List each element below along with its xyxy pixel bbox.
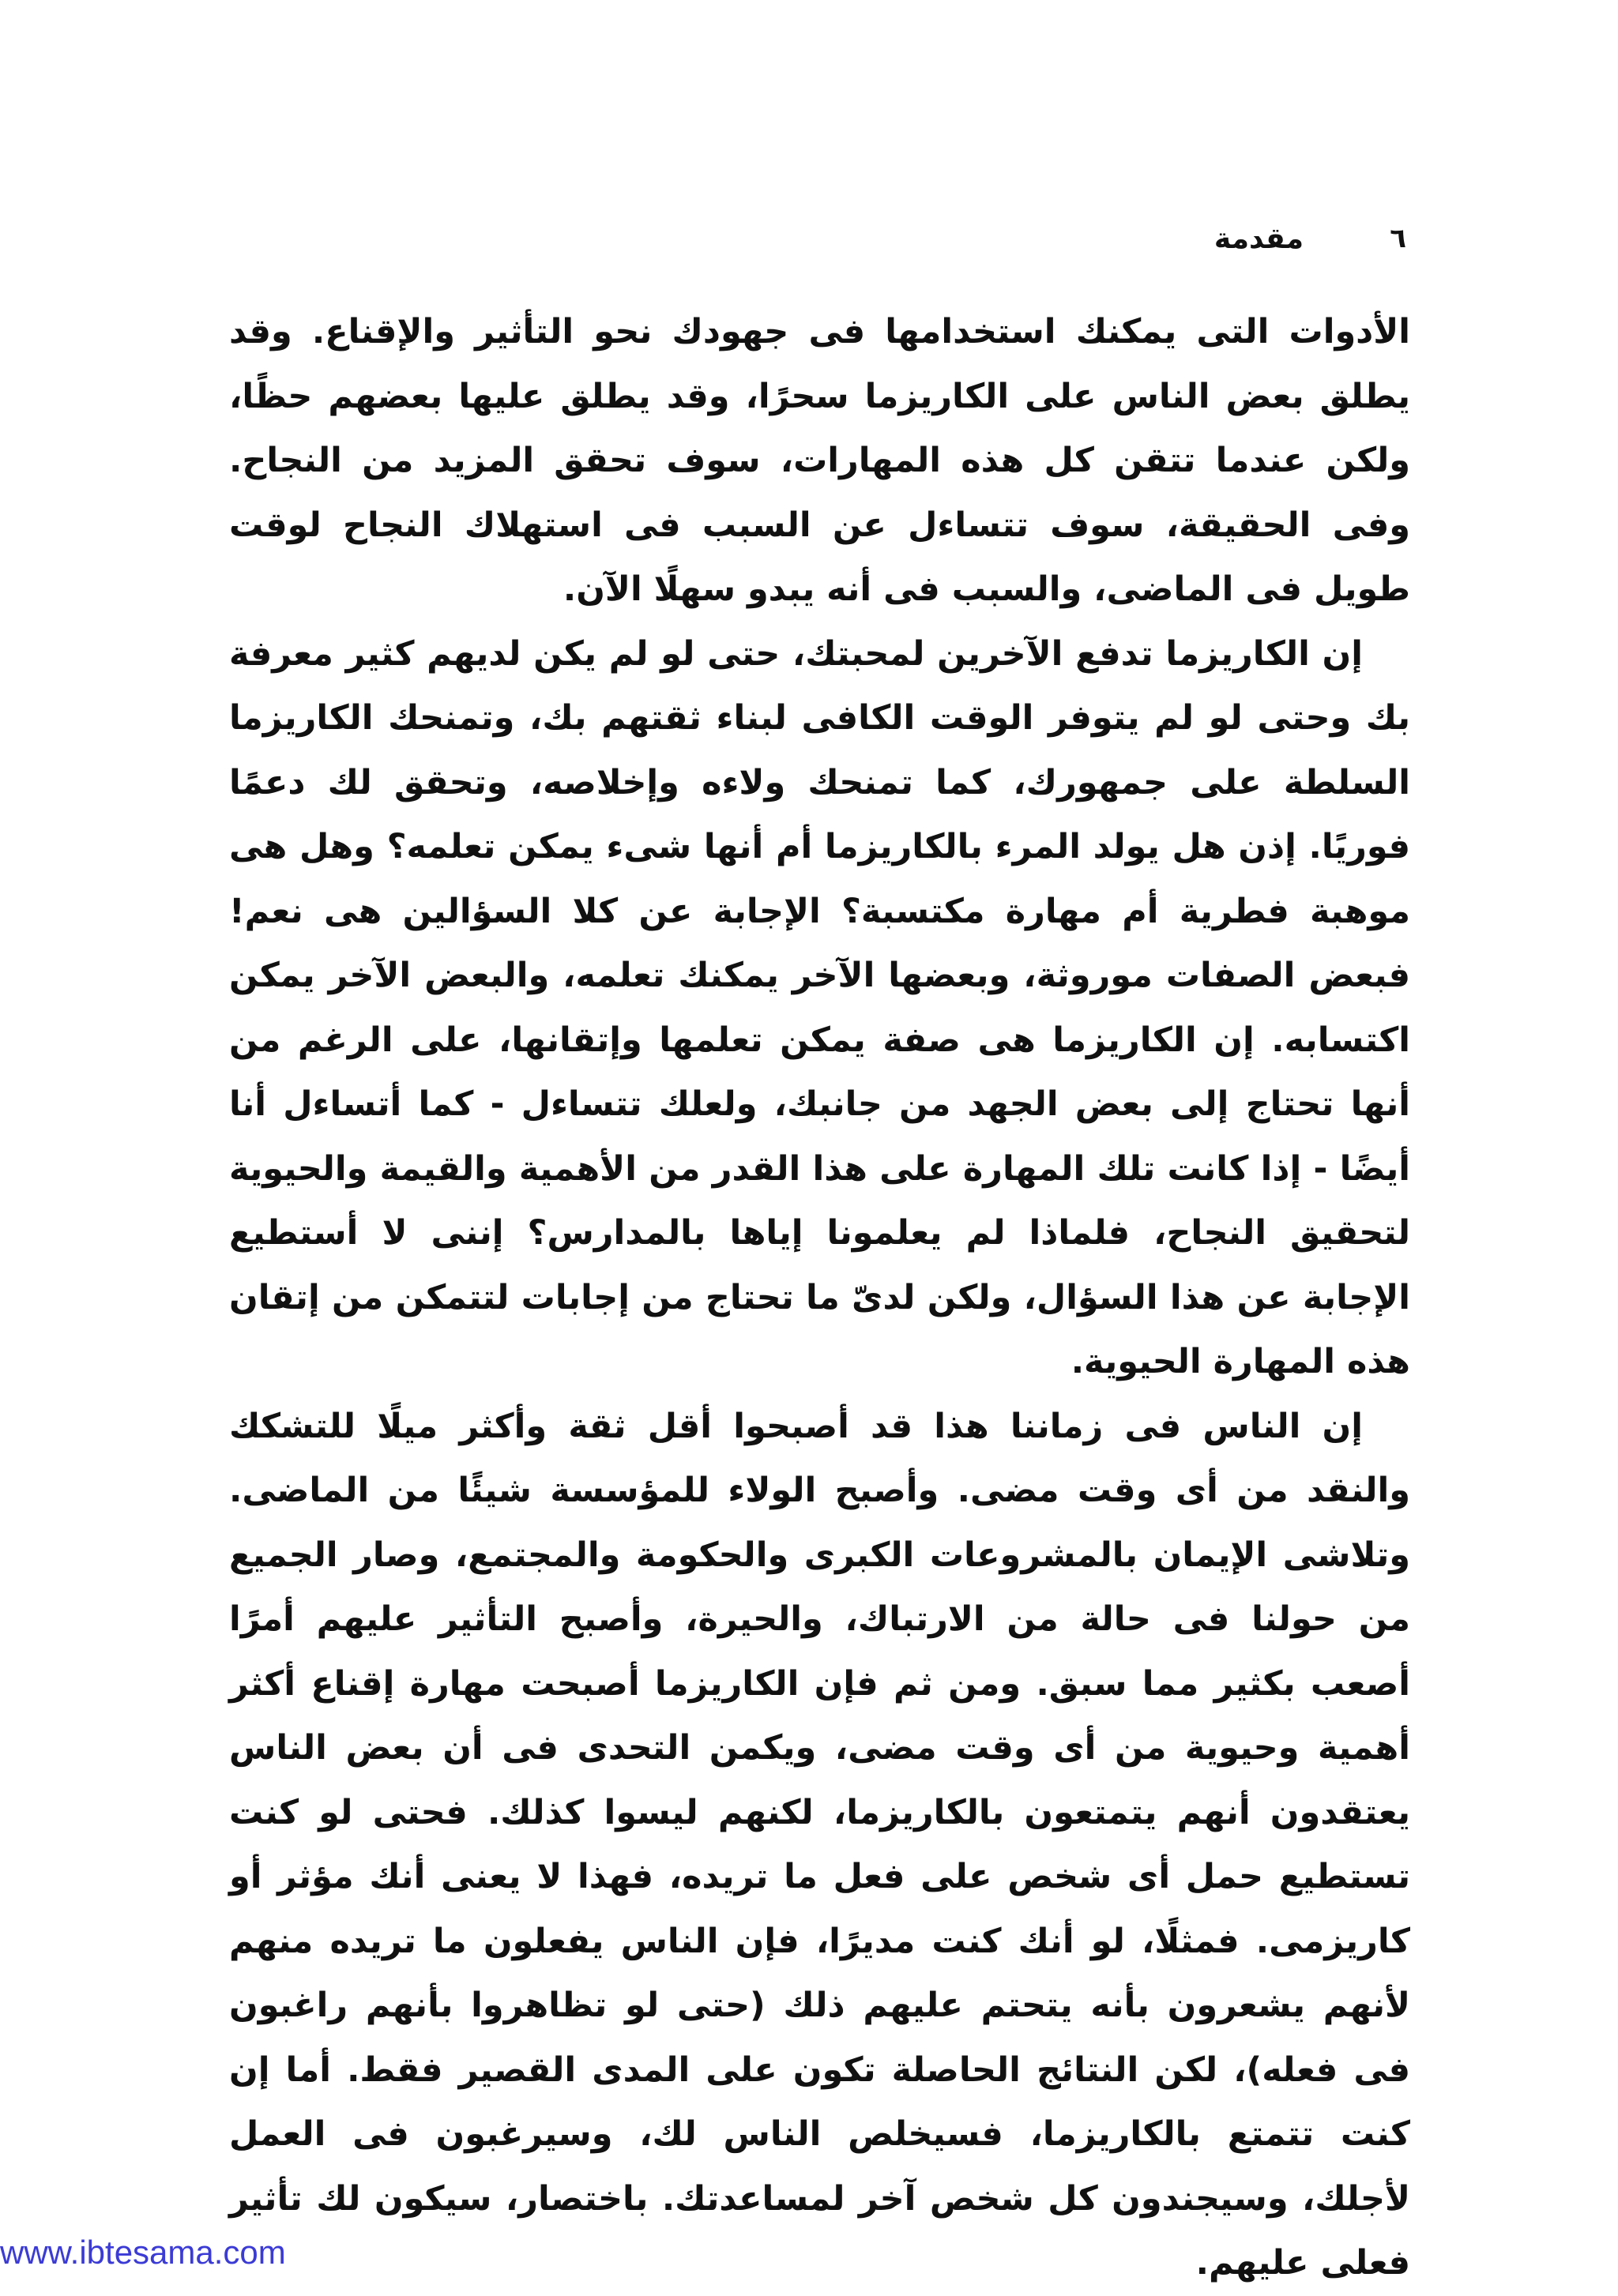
paragraph-3: إن الناس فى زماننا هذا قد أصبحوا أقل ثقة وأكثر ميلًا للتشكك والنقد من أى وقت مضى. وأصبح الولاء للمؤسسة شيئًا من الماضى. وتلاشى الإيمان بالمشروعات الكبرى والحكومة والمجتمع، وصار الجميع من حولنا فى حالة من الارتباك، والحيرة، وأصبح التأثير عليهم أمرًا أصعب بكثير مما سبق. ومن ثم فإن الكاريزما أصبحت مهارة إقناع أكثر أهمية وحيوية من أى وقت مضى، ويكمن التحدى فى أن بعض الناس يعتقدون أنهم يتمتعون بالكاريزما، لكنهم ليسوا كذلك. فحتى لو كنت تستطيع حمل أى شخص على فعل ما تريده، فهذا لا يعنى أنك مؤثر أو كاريزمى. فمثلًا، لو أنك كنت مديرًا، فإن الناس يفعلون ما تريده منهم لأنهم يشعرون بأنه يتحتم عليهم ذلك (حتى لو تظاهروا بأنهم راغبون فى فعله)، لكن النتائج الحاصلة تكون على المدى القصير فقط. أما إن كنت تتمتع بالكاريزما، فسيخلص الناس لك، وسيرغبون فى العمل لأجلك، وسيجندون كل شخص آخر لمساعدتك. باختصار، سيكون لك تأثير فعلى عليهم. [229, 1406, 1410, 2283]
body-text [229, 300, 1410, 2296]
paragraph-1: الأدوات التى يمكنك استخدامها فى جهودك نحو التأثير والإقناع. وقد يطلق بعض الناس على الكاريزما سحرًا، وقد يطلق عليها بعضهم حظًا، ولكن عندما تتقن كل هذه المهارات، سوف تحقق المزيد من النجاح. وفى الحقيقة، سوف تتساءل عن السبب فى استهلاك النجاح لوقت طويل فى الماضى، والسبب فى أنه يبدو سهلًا الآن. [229, 312, 1410, 609]
page-number: ٦ [1390, 223, 1406, 254]
running-head [237, 223, 1406, 270]
site-watermark: www.ibtesama.com [0, 2234, 286, 2271]
paragraph-2: إن الكاريزما تدفع الآخرين لمحبتك، حتى لو لم يكن لديهم كثير معرفة بك وحتى لو لم يتوفر الوقت الكافى لبناء ثقتهم بك، وتمنحك الكاريزما السلطة على جمهورك، كما تمنحك ولاءه وإخلاصه، وتحقق لك دعمًا فوريًا. إذن هل يولد المرء بالكاريزما أم أنها شىء يمكن تعلمه؟ وهل هى موهبة فطرية أم مهارة مكتسبة؟ الإجابة عن كلا السؤالين هى نعم! فبعض الصفات موروثة، وبعضها الآخر يمكنك تعلمه، والبعض الآخر يمكن اكتسابه. إن الكاريزما هى صفة يمكن تعلمها وإتقانها، على الرغم من أنها تحتاج إلى بعض الجهد من جانبك، ولعلك تتساءل - كما أتساءل أنا أيضًا - إذا كانت تلك المهارة على هذا القدر من الأهمية والقيمة والحيوية لتحقيق النجاح، فلماذا لم يعلمونا إياها بالمدارس؟ إننى لا أستطيع الإجابة عن هذا السؤال، ولكن لدىّ ما تحتاج من إجابات لتتمكن من إتقان هذه المهارة الحيوية. [229, 633, 1410, 1381]
section-title: مقدمة [1214, 223, 1304, 255]
